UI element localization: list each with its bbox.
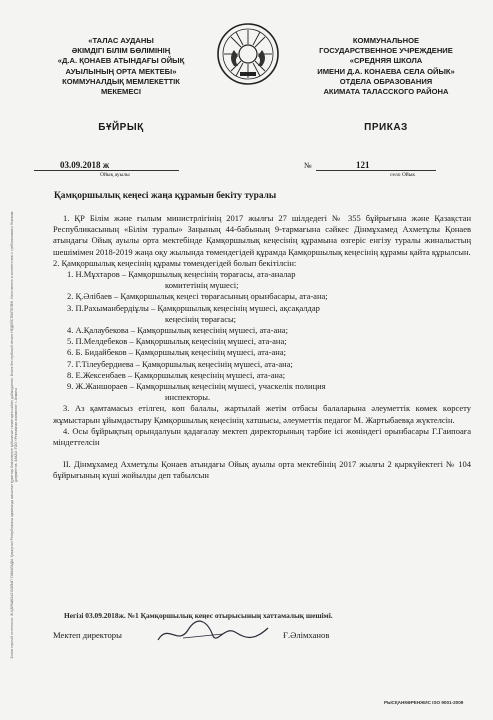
number-sign: № bbox=[304, 161, 312, 170]
paragraph-2: 2. Қамқоршылық кеңесінің құрамы төмендегідей болып бекітілсін: bbox=[53, 257, 297, 268]
paragraph-5: II. Дінмұхамед Ахметұлы Қонаев атындағы Ойық ауылы орта мектебінің 2017 жылғы 2 қыркүйектегі № 104 бұйрығының күші жойылды деп табылсын bbox=[53, 459, 471, 481]
list-item bbox=[53, 291, 471, 302]
council-members-list bbox=[53, 269, 471, 403]
list-item bbox=[53, 359, 471, 370]
header-right-line: ОТДЕЛА ОБРАЗОВАНИЯ bbox=[339, 76, 433, 86]
list-item bbox=[53, 336, 471, 347]
order-title-kazakh: БҰЙРЫҚ bbox=[98, 122, 144, 133]
date-place-label: Ойық ауылы bbox=[100, 172, 130, 178]
header-right-russian bbox=[300, 36, 472, 97]
header-right-line: ИМЕНИ Д.А. КОНАЕВА СЕЛА ОЙЫК» bbox=[317, 66, 455, 76]
list-item bbox=[53, 347, 471, 358]
list-item bbox=[53, 381, 471, 403]
list-item bbox=[53, 370, 471, 381]
paragraph-3: 3. Аз қамтамасыз етілген, көп балалы, жартылай жетім отбасы балаларына әлеуметтік көмек көрсету жұмыстарын ұйымдастыру Қамқоршылық кеңесінің хатшысы, әлеуметтік педагог М. Жартыбаевқа жүктелсін. bbox=[53, 403, 471, 425]
date-number-row bbox=[34, 160, 474, 180]
member-line-cont: комитетінің мүшесі; bbox=[165, 280, 239, 291]
handwritten-signature-icon bbox=[153, 618, 273, 648]
number-underline bbox=[316, 170, 436, 171]
member-line-cont: кеңесінің төрағасы; bbox=[165, 313, 237, 324]
member-line: 9. Ж.Жаншораев – Қамқоршылық кеңесінің мүшесі, учаскелік полиция bbox=[67, 381, 326, 392]
header-left-line: «ТАЛАС АУДАНЫ bbox=[88, 36, 154, 45]
basis-note: Негізі 03.09.2018ж. №1 Қамқоршылық кеңес отырысының хаттамалық шешімі. bbox=[64, 611, 333, 620]
date-underline bbox=[34, 170, 179, 171]
sidebar-legal-text: Бланк строгой отчетности. Ж.ҚАРАШСЫЗ БОЛЫП ТАБЫЛАДЫ. Қазақстан Республикасы аумағында жасалған құжаттар бланкілеріне қойылатын талаптарға сәйкес дайындалған. Бланк без гербовой печати НЕДЕЙСТВИТЕЛЕН. Изготовлено в соответствии с требованиями к бланкам документов. ЗАКАЗ: ТОО «Рекламная компания» г. Алматы bbox=[9, 211, 18, 659]
member-line: 1. Н.Мұхтаров – Қамқоршылық кеңесінің төрағасы, ата-аналар bbox=[67, 269, 296, 280]
member-line: 8. Е.Жексенбаев – Қамқоршылық кеңесінің мүшесі, ата-ана; bbox=[67, 369, 286, 380]
member-line: 4. А.Қалаубекова – Қамқоршылық кеңесінің мүшесі, ата-ана; bbox=[67, 325, 288, 336]
spacer bbox=[53, 448, 471, 459]
member-line: 7. Г.Тілеубердиева – Қамқоршылық кеңесінің мүшесі, ата-ана; bbox=[67, 358, 293, 369]
header-left-line: ӘКІМДІГІ БІЛІМ БӨЛІМІНІҢ bbox=[71, 46, 171, 56]
sidebar-legal-notice bbox=[0, 200, 28, 670]
printer-iso-mark: РЫСҚАНКӨРЕНЖИС ISO 9001-2009 bbox=[384, 700, 464, 705]
header-left-line: КОММУНАЛДЫҚ МЕМЛЕКЕТТІК bbox=[62, 76, 180, 86]
member-line: 6. Б. Бидайбеков – Қамқоршылық кеңесінің мүшесі, ата-ана; bbox=[67, 347, 286, 358]
header-right-line: ГОСУДАРСТВЕННОЕ УЧРЕЖДЕНИЕ bbox=[319, 46, 453, 56]
document-title: Қамқоршылық кеңесі жаңа құрамын бекіту туралы bbox=[54, 191, 277, 201]
member-line: 5. П.Мелдебеков – Қамқоршылық кеңесінің мүшесі, ата-ана; bbox=[67, 336, 287, 347]
number-place-label: село Ойык bbox=[390, 172, 416, 178]
header-left-line: МЕКЕМЕСІ bbox=[100, 87, 142, 97]
header-left-line: АУЫЛЫНЫҢ ОРТА МЕКТЕБІ» bbox=[65, 66, 177, 76]
list-item bbox=[53, 325, 471, 336]
list-item bbox=[53, 269, 471, 291]
signatory-name: Ғ.Әлімханов bbox=[283, 630, 330, 640]
order-number: 121 bbox=[356, 160, 370, 170]
signatory-title: Мектеп директоры bbox=[53, 630, 122, 640]
header-right-line: КОММУНАЛЬНОЕ bbox=[352, 36, 420, 45]
member-line: 2. Қ.Әлібаев – Қамқоршылық кеңесі төрағасының орынбасары, ата-ана; bbox=[67, 291, 328, 302]
paragraph-1: 1. ҚР Білім және ғылым министрлігінің 2017 жылғы 27 шілдедегі № 355 бұйрығына және Қазақстан Республикасының «Білім туралы» Заңының 44-бабының 9-тармағына сәйкес Дінмұхамед Ахметұлы Қонаев атындағы Ойық ауылы орта мектебінде Қамқоршылық кеңесінің құрамына өзгеріс енгізу туралы жиналыстың шешімімен 2018-2019 жаңа оқу жылында төмендегідей құрамда Қамқоршылық кеңесінің құрамы қайта құрылсын. bbox=[53, 213, 471, 257]
signature-row bbox=[53, 630, 473, 644]
order-title-russian: ПРИКАЗ bbox=[364, 122, 408, 133]
list-item bbox=[53, 303, 471, 325]
order-date: 03.09.2018 ж bbox=[60, 160, 110, 170]
header-right-line: АКИМАТА ТАЛАССКОГО РАЙОНА bbox=[323, 87, 449, 97]
header-right-line: «СРЕДНЯЯ ШКОЛА bbox=[349, 56, 423, 66]
state-emblem-icon bbox=[216, 22, 280, 86]
header-left-line: «Д.А. ҚОНАЕВ АТЫНДАҒЫ ОЙЫҚ bbox=[57, 56, 185, 66]
paragraph-4: 4. Осы бұйрықтың орындалуын қадағалау мектеп директорының тәрбие ісі жөніндегі орынбасары Г.Гаипоаға міндеттелсін bbox=[53, 425, 471, 448]
header-left-kazakh bbox=[36, 36, 206, 97]
member-line: 3. П.Рахыманбердіұлы – Қамқоршылық кеңесінің мүшесі, ақсақалдар bbox=[67, 302, 320, 313]
document-body bbox=[53, 213, 471, 482]
member-line-cont: инспекторы. bbox=[165, 392, 211, 403]
